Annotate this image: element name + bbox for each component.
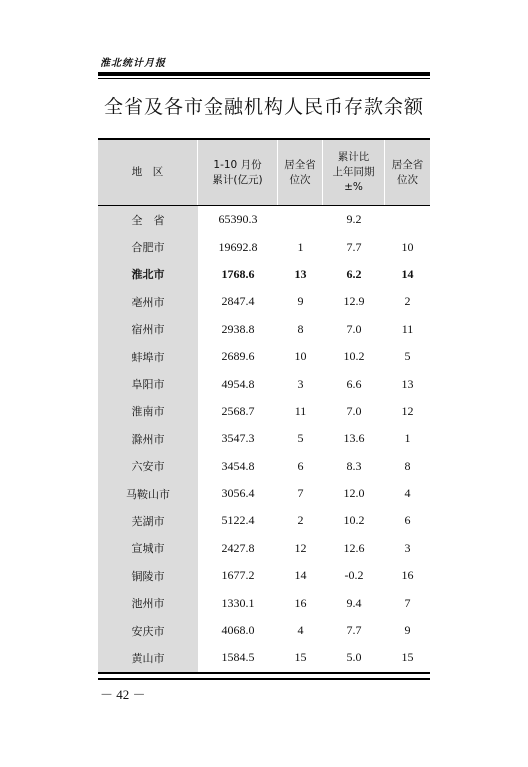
- pct-cell: 5.0: [346, 650, 362, 665]
- rank-cell: 9: [297, 294, 304, 309]
- header-rank1-line2: 位次: [289, 173, 311, 186]
- value-rows: [198, 206, 430, 672]
- pct-rank-cell: 11: [401, 321, 414, 336]
- table-row: [198, 644, 430, 671]
- rank-cell: 14: [294, 568, 307, 583]
- table-row: [198, 562, 430, 589]
- table-row: [198, 507, 430, 534]
- value-cell: 1677.2: [221, 568, 255, 583]
- value-cell: 1768.6: [221, 266, 255, 281]
- header-rank1: [278, 140, 323, 205]
- pct-cell: 12.9: [343, 294, 365, 309]
- pct-cell: 10.2: [343, 349, 365, 364]
- region-cell: 宿州市: [131, 323, 165, 337]
- pct-cell: 13.6: [343, 431, 365, 446]
- pct-rank-cell: 8: [404, 458, 411, 473]
- rank-cell: 4: [297, 623, 304, 638]
- region-column: [98, 206, 198, 672]
- region-cell: 马鞍山市: [126, 487, 170, 501]
- pct-cell: 9.2: [346, 212, 362, 227]
- value-cell: 2938.8: [221, 321, 255, 336]
- rank-cell: 5: [297, 431, 304, 446]
- header-pct-line3: ±%: [344, 181, 363, 193]
- rank-cell: 10: [294, 349, 307, 364]
- pct-rank-cell: 4: [404, 486, 411, 501]
- value-cell: 2427.8: [221, 540, 255, 555]
- header-value-line2: 累计(亿元): [212, 173, 263, 186]
- header-rule-thick: [98, 72, 430, 76]
- table-row: [198, 370, 430, 397]
- table-row: [198, 261, 430, 288]
- table-row: [198, 480, 430, 507]
- region-cell: 蚌埠市: [131, 350, 165, 364]
- table-header: [98, 140, 430, 206]
- region-cell: 淮北市: [131, 268, 165, 282]
- value-cell: 2847.4: [221, 294, 255, 309]
- pct-rank-cell: 2: [404, 294, 411, 309]
- region-cell: 阜阳市: [131, 378, 165, 392]
- pct-rank-cell: 1: [404, 431, 411, 446]
- region-cell: 六安市: [131, 460, 165, 474]
- header-pct-line2: 上年同期: [332, 166, 375, 178]
- footer-rule: [98, 678, 430, 680]
- running-header: 淮北统计月报: [100, 58, 166, 69]
- header-region-label: 地 区: [131, 166, 164, 178]
- value-cell: 1584.5: [221, 650, 255, 665]
- pct-cell: 7.7: [346, 239, 362, 254]
- table-row: [198, 535, 430, 562]
- header-pct-line1: 累计比: [337, 151, 370, 163]
- table-row: [198, 206, 430, 233]
- rank-cell: 15: [294, 650, 307, 665]
- pct-cell: -0.2: [344, 568, 364, 583]
- header-region: [98, 140, 198, 205]
- value-cell: 4954.8: [221, 376, 255, 391]
- header-rule-thin: [98, 78, 430, 79]
- pct-cell: 9.4: [346, 595, 362, 610]
- region-cell: 芜湖市: [131, 514, 165, 528]
- deposit-table: [98, 138, 430, 674]
- pct-cell: 7.0: [346, 321, 362, 336]
- value-cell: 3056.4: [221, 486, 255, 501]
- pct-rank-cell: 10: [401, 239, 414, 254]
- pct-rank-cell: 13: [401, 376, 414, 391]
- value-cell: 65390.3: [218, 212, 258, 227]
- region-cell: 宣城市: [131, 542, 165, 556]
- pct-cell: 7.0: [346, 403, 362, 418]
- rank-cell: 11: [294, 403, 307, 418]
- table-row: [198, 453, 430, 480]
- header-value: [198, 140, 278, 205]
- pct-cell: 10.2: [343, 513, 365, 528]
- table-row: [198, 589, 430, 616]
- table-row: [198, 288, 430, 315]
- pct-rank-cell: 5: [404, 349, 411, 364]
- pct-cell: 6.2: [346, 266, 362, 281]
- table-row: [198, 316, 430, 343]
- region-cell: 亳州市: [131, 295, 165, 309]
- table-row: [198, 617, 430, 644]
- rank-cell: 3: [297, 376, 304, 391]
- page-number: － 42 －: [100, 687, 146, 702]
- table-row: [198, 398, 430, 425]
- rank-cell: 13: [294, 266, 307, 281]
- region-cell: 淮南市: [131, 405, 165, 419]
- region-cell: 黄山市: [131, 651, 165, 665]
- pct-cell: 12.6: [343, 540, 365, 555]
- region-cell: 全 省: [131, 213, 165, 227]
- header-rank1-line1: 居全省: [284, 158, 316, 171]
- pct-cell: 6.6: [346, 376, 362, 391]
- rank-cell: 12: [294, 540, 307, 555]
- value-cell: 3454.8: [221, 458, 255, 473]
- table-row: [198, 425, 430, 452]
- pct-cell: 12.0: [343, 486, 365, 501]
- pct-rank-cell: 16: [401, 568, 414, 583]
- region-cell: 铜陵市: [131, 569, 165, 583]
- pct-rank-cell: 6: [404, 513, 411, 528]
- header-rank2-line2: 位次: [397, 173, 418, 186]
- region-cell: 池州市: [131, 597, 165, 611]
- pct-rank-cell: 7: [404, 595, 411, 610]
- rank-cell: 8: [297, 321, 304, 336]
- header-pct: [323, 140, 385, 205]
- rank-cell: 7: [297, 486, 304, 501]
- table-row: [198, 233, 430, 260]
- value-cell: 19692.8: [218, 239, 258, 254]
- value-cell: 2689.6: [221, 349, 255, 364]
- region-cell: 安庆市: [131, 624, 165, 638]
- table-row: [198, 343, 430, 370]
- rank-cell: 1: [297, 239, 304, 254]
- pct-rank-cell: 14: [401, 266, 414, 281]
- value-cell: 1330.1: [221, 595, 255, 610]
- rank-cell: 6: [297, 458, 304, 473]
- pct-cell: 7.7: [346, 623, 362, 638]
- header-value-line1: 1-10 月份: [213, 158, 262, 171]
- pct-cell: 8.3: [346, 458, 362, 473]
- rank-cell: 16: [294, 595, 307, 610]
- value-cell: 4068.0: [221, 623, 255, 638]
- value-cell: 3547.3: [221, 431, 255, 446]
- pct-rank-cell: 15: [401, 650, 414, 665]
- region-cell: 滁州市: [131, 432, 165, 446]
- value-cell: 2568.7: [221, 403, 255, 418]
- value-cell: 5122.4: [221, 513, 255, 528]
- pct-rank-cell: 12: [401, 403, 414, 418]
- page-title: 全省及各市金融机构人民币存款余额: [103, 96, 424, 118]
- table-body: [98, 206, 430, 672]
- pct-rank-cell: 3: [404, 540, 411, 555]
- header-rank2-line1: 居全省: [391, 158, 424, 171]
- pct-rank-cell: 9: [404, 623, 411, 638]
- region-cell: 合肥市: [131, 241, 165, 255]
- rank-cell: 2: [297, 513, 304, 528]
- header-rank2: [385, 140, 430, 205]
